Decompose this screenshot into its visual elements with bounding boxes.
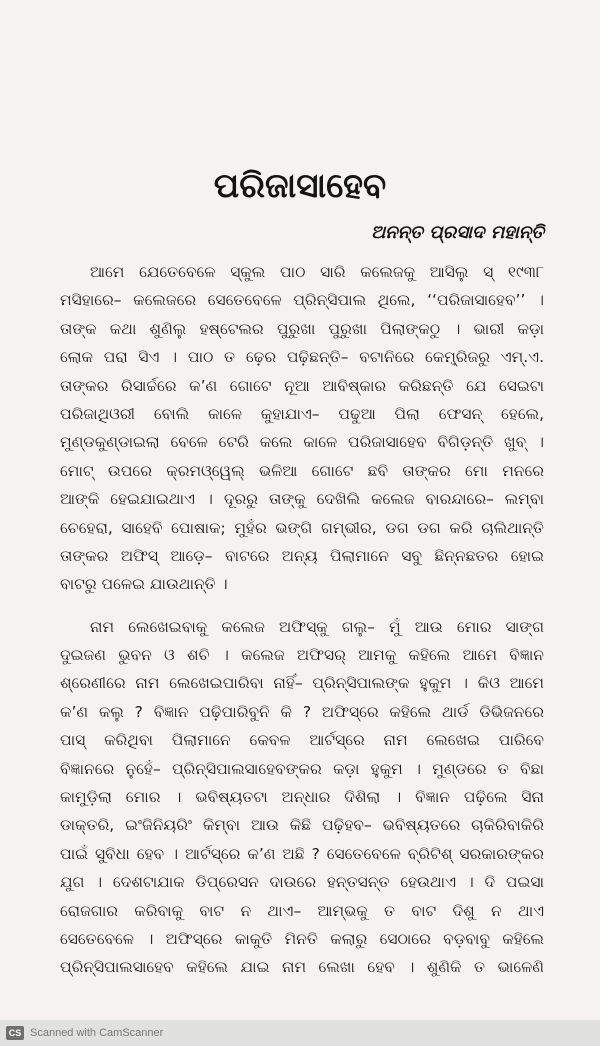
- text-line: ଚେହେରା, ସାହେବି ପୋଷାକ; ମୁହଁର ଭଙ୍ଗି ଗମ୍ଭୀର, ଡଗ ଡଗ କରି ଚାଲିଥାନ୍ତି: [60, 518, 544, 537]
- text-line: ତାଙ୍କର ରିସାର୍ଚ୍ଚରେ କ’ଣ ଗୋଟେ ନୂଆ ଆବିଷ୍କାର କରିଛନ୍ତି ଯେ ସେଇଟା: [60, 376, 544, 395]
- text-line: ପ୍ରିନ୍ସିପାଲସାହେବ କହିଲେ ଯାଇ ନାମ ଲେଖା ହେବ । ଶୁଣିକି ତ ଭାଳେଣି: [60, 958, 544, 977]
- body-text: [60, 258, 544, 982]
- text-line: ବିଜ୍ଞାନରେ ନୁହେଁ– ପ୍ରିନ୍ସିପାଲସାହେବଙ୍କର କଡ଼ା ହୁକୁମ । ମୁଣ୍ଡରେ ତ ବିଛା: [60, 759, 544, 778]
- scanner-footer: [0, 1020, 600, 1046]
- text-line: ରୋଜଗାର କରିବାକୁ ବାଟ ନ ଥାଏ– ଆମ୍ଭକୁ ତ ବାଟ ଦିଶୁ ନ ଥାଏ: [60, 901, 544, 920]
- text-line: ଆମେ ଯେତେବେଳେ ସ୍କୁଲ ପାଠ ସାରି କଲେଜକୁ ଆସିଲୁ ସ୍ ୧୯୩୮: [90, 263, 544, 281]
- camscanner-logo-icon: CS: [6, 1026, 24, 1040]
- text-line: ମୁଣ୍ଡକୁଣ୍ଡାଇଲା ବେଳେ ଟେରି କଲେ କାଳେ ପରିଜାସାହେବ ବିଗିଡ଼ନ୍ତି ଖୁବ୍ ।: [60, 433, 544, 452]
- text-line: ଯୁଗ । ଦେଶଟାଯାକ ଡିପ୍ରେସନ ଦାଉରେ ହନ୍ତସନ୍ତ ହେଉଥାଏ । ଦି ପଇସା: [60, 873, 544, 892]
- text-line: ନାମ ଲେଖେଇବାକୁ କଲେଜ ଅଫିସ୍‌କୁ ଗଲୁ– ମୁଁ ଆଉ ମୋର ସାଙ୍ଗ: [90, 617, 544, 636]
- text-line: ତାଙ୍କର ଅଫିସ୍ ଆଡ଼େ– ବାଟରେ ଅନ୍ୟ ପିଲାମାନେ ସବୁ ଛିନ୍ନଛତର ହୋଇ: [60, 546, 544, 565]
- paragraph: [60, 613, 544, 982]
- text-line: ସେତେବେଳେ । ଅଫିସ୍‌ରେ କାକୁତି ମିନତି କଲାରୁ ସେଠାରେ ବଡ଼ବାବୁ କହିଲେ: [60, 929, 544, 948]
- text-line: ଆଙ୍କି ହେଇଯାଇଥାଏ । ଦୂରରୁ ତାଙ୍କୁ ଦେଖିଲି କଲେଜ ବାରନ୍ଦାରେ– ଲମ୍ବା: [60, 490, 544, 509]
- text-line: ମସିହାରେ– କଲେଜରେ ସେତେବେଳେ ପ୍ରିନ୍ସିପାଲ ଥିଲେ, ‘‘ପରିଜାସାହେବ’’ ।: [60, 291, 544, 310]
- page-title: ପରିଜାସାହେବ: [213, 166, 387, 206]
- text-line: ପରିଜାଥିଓରୀ ବୋଲି କାଳେ କୁହାଯାଏ– ପଢୁଆ ପିଲା ଫେସନ୍ ହେଲେ,: [60, 404, 544, 423]
- text-line: ଶ୍ରେଣୀରେ ନାମ ଲେଖେଇପାରିବା ନାହିଁ– ପ୍ରିନ୍ସିପାଲଙ୍କ ହୁକୁମ । କିଓ ଆମେ: [60, 674, 544, 693]
- text-line: ବାଟରୁ ପଳେଇ ଯାଉଥାନ୍ତି ।: [60, 575, 228, 594]
- paragraph: [60, 258, 544, 599]
- text-line: ପାଇଁ ସୁବିଧା ହେବ । ଆର୍ଟସ୍‌ରେ କ’ଣ ଅଛି ? ସେତେବେଳେ ବ୍ରିଟିଶ୍ ସରକାରଙ୍କର: [60, 844, 544, 863]
- text-line: ପାସ୍ କରିଥିବା ପିଲାମାନେ କେବଳ ଆର୍ଟସ୍‌ରେ ନାମ ଲେଖେଇ ପାରିବେ: [60, 731, 544, 750]
- text-line: କ’ଣ କଲୁ ? ବିଜ୍ଞାନ ପଢ଼ିପାରିବୁନି କି ? ଅଫିସ୍‌ରେ କହିଲେ ଥାର୍ଡ ଡିଭିଜନରେ: [60, 702, 544, 721]
- text-line: ଦୁଇଜଣ ଭୁବନ ଓ ଶଚି । କଲେଜ ଅଫିସର୍ ଆମକୁ କହିଲେ ଆମେ ବିଜ୍ଞାନ: [60, 646, 544, 665]
- text-line: ଡାକ୍ତରି, ଇଂଜିନିୟରିଂ କିମ୍ବା ଆଉ କିଛି ପଢ଼ିହବ– ଭବିଷ୍ୟତରେ ଚାକିରିବାକିରି: [60, 816, 544, 835]
- scanner-watermark-text: Scanned with CamScanner: [30, 1027, 164, 1039]
- text-line: ଲୋକ ପରା ସିଏ । ପାଠ ତ ଢ଼େର ପଢ଼ିଛନ୍ତି– ବଟାନିରେ କେମ୍ବ୍ରିଜରୁ ଏମ୍.ଏ.: [60, 348, 544, 367]
- text-line: ମୋଟ୍ ଉପରେ କ୍ରମଓ୍ୱେଲ୍ ଭଳିଆ ଗୋଟେ ଛବି ତାଙ୍କର ମୋ ମନରେ: [60, 461, 544, 480]
- author-name: ଅନନ୍ତ ପ୍ରସାଦ ମହାନ୍ତି: [370, 222, 544, 243]
- text-line: କାମୁଡ଼ିଲା ମୋର । ଭବିଷ୍ୟତଟା ଅନ୍ଧାର ଦିଶିଲା । ବିଜ୍ଞାନ ପଢ଼ିଲେ ସିନା: [60, 788, 544, 807]
- text-line: ତାଙ୍କ କଥା ଶୁଣିଲୁ ହଷ୍ଟେଲର ପୁରୁଖା ପୁରୁଖା ପିଲାଙ୍କଠୁ । ଭାରୀ କଡ଼ା: [60, 319, 544, 338]
